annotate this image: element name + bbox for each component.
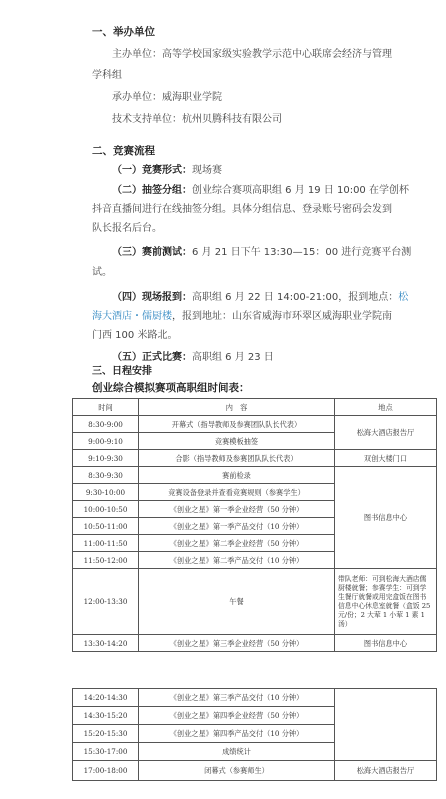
row-content: 《创业之星》第二季企业经营（50 分钟）: [139, 535, 335, 552]
row-location: 松海大酒店报告厅: [335, 416, 437, 450]
section-1-title: 一、举办单位: [92, 26, 155, 38]
item-4-value: 高职组 6 月 22 日 14:00-21:00，报到地点：: [192, 292, 399, 303]
schedule-table-continued: [72, 688, 437, 781]
item-4-cont2: 门西 100 米路北。: [92, 330, 178, 341]
section-3-title: 三、日程安排: [92, 366, 152, 377]
header-content: 内 容: [139, 399, 335, 416]
header-location: 地点: [335, 399, 437, 416]
co-line: [92, 87, 432, 108]
row-location: 双创大楼门口: [335, 450, 437, 467]
co-label: 承办单位：: [112, 92, 162, 103]
row-content: 《创业之星》第一季产品交付（10 分钟）: [139, 518, 335, 535]
item-4: [92, 287, 432, 308]
co-value: 威海职业学院: [162, 92, 222, 103]
row-content: 闭幕式（参赛师生）: [139, 761, 335, 781]
row-time: 12:00-13:30: [73, 569, 139, 635]
table-row: [73, 416, 437, 433]
row-location: 松海大酒店报告厅: [335, 761, 437, 781]
row-content: 竞赛设备登录并查看竞赛规则（参赛学生）: [139, 484, 335, 501]
row-time: 14:30-15:20: [73, 707, 139, 725]
host-label: 主办单位：: [112, 49, 162, 60]
row-time: 10:00-10:50: [73, 501, 139, 518]
row-time: 11:00-11:50: [73, 535, 139, 552]
row-time: 15:20-15:30: [73, 725, 139, 743]
section-2-title: 二、竞赛流程: [92, 145, 155, 157]
row-content: 合影（指导教师及参赛团队队长代表）: [139, 450, 335, 467]
row-time: 14:20-14:30: [73, 689, 139, 707]
item-2: [92, 180, 432, 201]
host-value: 高等学校国家级实验教学示范中心联席会经济与管理: [162, 49, 392, 60]
venue-link[interactable]: 松: [398, 292, 409, 303]
row-location: 图书信息中心: [335, 635, 437, 652]
table-row: [73, 569, 437, 635]
row-location: 图书信息中心: [335, 467, 437, 569]
item-2-value: 创业综合赛项高职组 6 月 19 日 10:00 在学创杯: [192, 185, 409, 196]
row-time: 9:10-9:30: [73, 450, 139, 467]
item-2-cont2: 队长报名后台。: [92, 223, 162, 234]
row-content: 午餐: [139, 569, 335, 635]
row-content: 成绩统计: [139, 743, 335, 761]
table-row: [73, 467, 437, 484]
item-4-label: （四）现场报到：: [112, 292, 192, 303]
host-line: [112, 44, 432, 65]
table-row: [73, 761, 437, 781]
row-content: 竞赛模板抽签: [139, 433, 335, 450]
host-paragraph: [92, 44, 432, 65]
row-time: 17:00-18:00: [73, 761, 139, 781]
row-content: 《创业之星》第三季企业经营（50 分钟）: [139, 635, 335, 652]
lunch-note: 带队老师：可到松海大酒店儒厨楼就餐；参赛学生：可到学生餐厅就餐或用完盒饭在图书信息中心休息室就餐（盒饭 25 元/份；2 大荤 1 小荤 1 素 1 汤）: [335, 569, 437, 635]
table-row: [73, 689, 437, 707]
item-5-label: （五）正式比赛：: [112, 352, 192, 363]
item-4-address: ，报到地址：山东省威海市环翠区威海职业学院南: [172, 311, 392, 322]
row-time: 9:00-9:10: [73, 433, 139, 450]
table-row: [73, 450, 437, 467]
schedule-table: [72, 398, 437, 652]
row-content: 开幕式（指导教师及参赛团队队长代表）: [139, 416, 335, 433]
row-time: 8:30-9:30: [73, 467, 139, 484]
table-row: [73, 635, 437, 652]
header-time: 时间: [73, 399, 139, 416]
tech-value: 杭州贝腾科技有限公司: [182, 114, 282, 125]
tech-line: [92, 109, 432, 130]
item-4-cont: [92, 306, 432, 327]
item-3-cont: 试。: [92, 267, 112, 278]
item-2-cont: 抖音直播间进行在线抽签分组。具体分组信息、登录账号密码会发到: [92, 204, 392, 215]
item-1-label: （一）竞赛形式：: [112, 165, 192, 176]
row-time: 13:30-14:20: [73, 635, 139, 652]
item-2-label: （二）抽签分组：: [112, 185, 192, 196]
row-time: 8:30-9:00: [73, 416, 139, 433]
item-1-value: 现场赛: [192, 165, 222, 176]
table-header-row: [73, 399, 437, 416]
venue-link-cont[interactable]: 海大酒店・儒厨楼: [92, 311, 172, 322]
row-time: 10:50-11:00: [73, 518, 139, 535]
row-content: 赛前检录: [139, 467, 335, 484]
row-time: 9:30-10:00: [73, 484, 139, 501]
row-time: 15:30-17:00: [73, 743, 139, 761]
row-content: 《创业之星》第四季产品交付（10 分钟）: [139, 725, 335, 743]
tech-label: 技术支持单位：: [112, 114, 182, 125]
table-title: 创业综合模拟赛项高职组时间表：: [92, 382, 250, 394]
row-content: 《创业之星》第二季产品交付（10 分钟）: [139, 552, 335, 569]
item-3: [92, 242, 432, 263]
row-content: 《创业之星》第四季企业经营（50 分钟）: [139, 707, 335, 725]
host-cont: 学科组: [92, 70, 122, 81]
item-1: [92, 160, 432, 181]
row-content: 《创业之星》第一季企业经营（50 分钟）: [139, 501, 335, 518]
row-content: 《创业之星》第三季产品交付（10 分钟）: [139, 689, 335, 707]
item-3-label: （三）赛前测试：: [112, 247, 192, 258]
row-location-empty: [335, 689, 437, 761]
item-3-value: 6 月 21 日下午 13:30—15：00 进行竞赛平台测: [192, 247, 412, 258]
row-time: 11:50-12:00: [73, 552, 139, 569]
item-5-value: 高职组 6 月 23 日: [192, 352, 274, 363]
